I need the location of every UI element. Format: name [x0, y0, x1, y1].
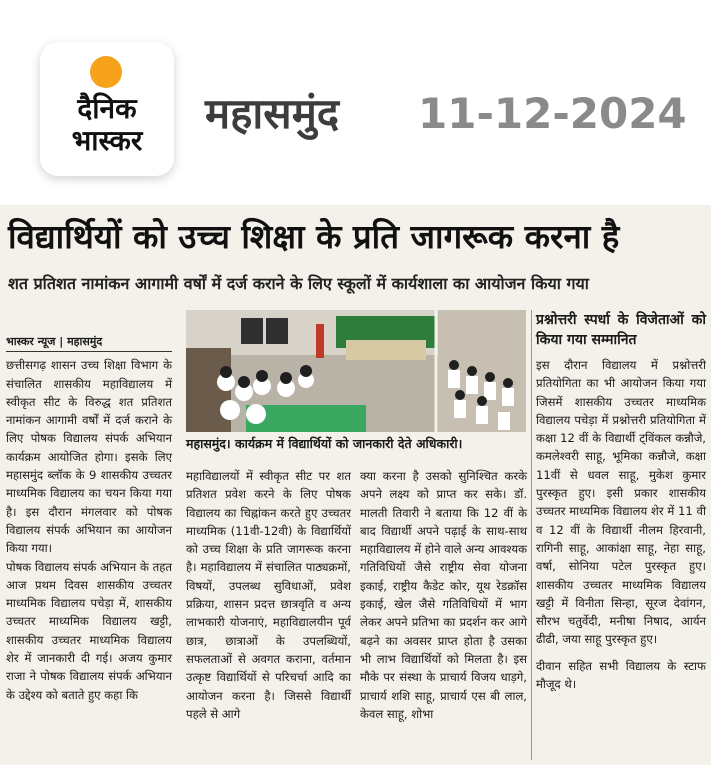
- logo-line2: भास्कर: [71, 124, 143, 157]
- sun-icon: [90, 56, 122, 88]
- paragraph: क्या करना है उसको सुनिश्चित करके अपने लक्ष्य को प्राप्त कर सके। डॉ. मालती तिवारी ने बताया कि 12 वीं के बाद विद्यार्थी अपने पढ़ाई के साथ-साथ महाविद्यालय में होने वाले अन्य आवश्यक गतिविधियों जैसे राष्ट्रीय सेवा योजना इकाई, राष्ट्रीय कैडेट कोर, यूथ रेडक्रॉस इकाई, खेल जैसे गतिविधियों में भाग लेकर अपने प्रतिभा का प्रदर्शन कर आगे बढ़ने का अवसर प्राप्त होता है उसका भी लाभ विद्यार्थियों को मिलता है। इस मौके पर संस्था के प्राचार्य विजय धाड़गे, प्राचार्य शशि साहू, प्राचार्य एस बी लाल, केवल साहू, शोभा: [360, 469, 527, 721]
- edition-date: 11-12-2024: [418, 89, 687, 138]
- dainik-bhaskar-logo: [40, 42, 174, 176]
- event-photo: [186, 310, 526, 432]
- edition-place: महासमुंद: [205, 89, 340, 138]
- page-header: [0, 0, 711, 200]
- paragraph: पोषक विद्यालय संपर्क अभियान के तहत आज प्रथम दिवस शासकीय उच्चतर माध्यमिक विद्यालय पचेड़ा में, शासकीय उच्चतर माध्यमिक विद्यालय खट्टी, शासकीय उच्चतर माध्यमिक विद्यालय शेर में जानकारी दी गई। अजय कुमार राजा ने पोषक विद्यालय संपर्क अभियान के उद्देश्य को बताते हुए कहा कि: [6, 559, 172, 702]
- byline: भास्कर न्यूज | महासमुंद: [6, 333, 172, 352]
- newspaper-clipping: [0, 205, 711, 765]
- paragraph: इस दौरान विद्यालय में प्रश्नोत्तरी प्रतियोगिता का भी आयोजन किया गया जिसमें शासकीय उच्चतर माध्यमिक विद्यालय पचेड़ा में प्रश्नोत्तरी प्रतियोगिता में कक्षा 12 वीं के विद्यार्थी ट्विंकल कन्नौजे, कमलेश्वरी साहू, भूमिका कन्नौजे, कक्षा 11वीं से धवल साहू, मुकेश कुमार पुरस्कृत हुए। इसी प्रकार शासकीय उच्चतर माध्यमिक विद्यालय शेर में 11 वी व 12 वीं के विद्यार्थी नीलम हिरवानी, रागिनी साहू, आकांक्षा साहू, नेहा साहू, वर्षा, सोनिया पटेल पुरस्कृत हुए। शासकीय उच्चतर माध्यमिक विद्यालय खट्टी में विनीता सिन्हा, सूरज देवांगन, सौरभ चतुर्वेदी, मनीषा निषाद, आर्यन ढीढी, जया साहू पुरस्कृत हुए।: [536, 358, 706, 647]
- article-column-1: [6, 333, 172, 704]
- article-column-3: [360, 467, 527, 723]
- article-headline: विद्यार्थियों को उच्च शिक्षा के प्रति जागरूक करना है: [8, 217, 620, 256]
- photo-caption: महासमुंद। कार्यक्रम में विद्यार्थियों को जानकारी देते अधिकारी।: [186, 436, 463, 451]
- logo-line1: दैनिक: [77, 92, 137, 125]
- paragraph: छत्तीसगढ़ शासन उच्च शिक्षा विभाग के संचालित शासकीय महाविद्यालय में स्वीकृत सीट के विरुद्ध शत प्रतिशत नामांकन आगामी वर्षों में दर्ज कराने के लिए पोषक विद्यालय संपर्क अभियान कार्यक्रम आयोजित होगा। इसके लिए महासमुंद ब्लॉक के 9 शासकीय उच्चतर माध्यमिक विद्यालय का चयन किया गया है। इस दौरान मंगलवार को पोषक विद्यालय संपर्क अभियान का आयोजन किया गया।: [6, 358, 172, 556]
- sidebar-headline: प्रश्नोत्तरी स्पर्धा के विजेताओं को किया गया सम्मानित: [536, 312, 706, 348]
- article-subhead: शत प्रतिशत नामांकन आगामी वर्षों में दर्ज कराने के लिए स्कूलों में कार्यशाला का आयोजन किया गया: [8, 274, 589, 293]
- paragraph: महाविद्यालयों में स्वीकृत सीट पर शत प्रतिशत प्रवेश करने के लिए पोषक विद्यालय का चिह्नांकन करते हुए उच्चतर माध्यमिक (11वी-12वी) के विद्यार्थियों को उच्च शिक्षा के प्रति जागरूक करना है। महाविद्यालय में संचालित पाठ्यक्रमों, विषयों, उपलब्ध सुविधाओं, प्रवेश प्रक्रिया, शासन प्रदत्त छात्रवृति व अन्य लाभकारी योजनाएं, महाविद्यालयीन पूर्व छात्र, छात्राओं के उपलब्धियों, सफलताओं से अवगत कराना, वर्तमान उत्कृष्ट विद्यार्थियों से परिचर्चा आदि का आयोजन करना है। जिससे विद्यार्थी पहले से आगे: [186, 469, 351, 721]
- paragraph: दीवान सहित सभी विद्यालय के स्टाफ मौजूद थे।: [536, 658, 706, 692]
- sidebar-column: [536, 310, 706, 693]
- article-column-2: [186, 467, 351, 723]
- column-divider: [531, 310, 532, 760]
